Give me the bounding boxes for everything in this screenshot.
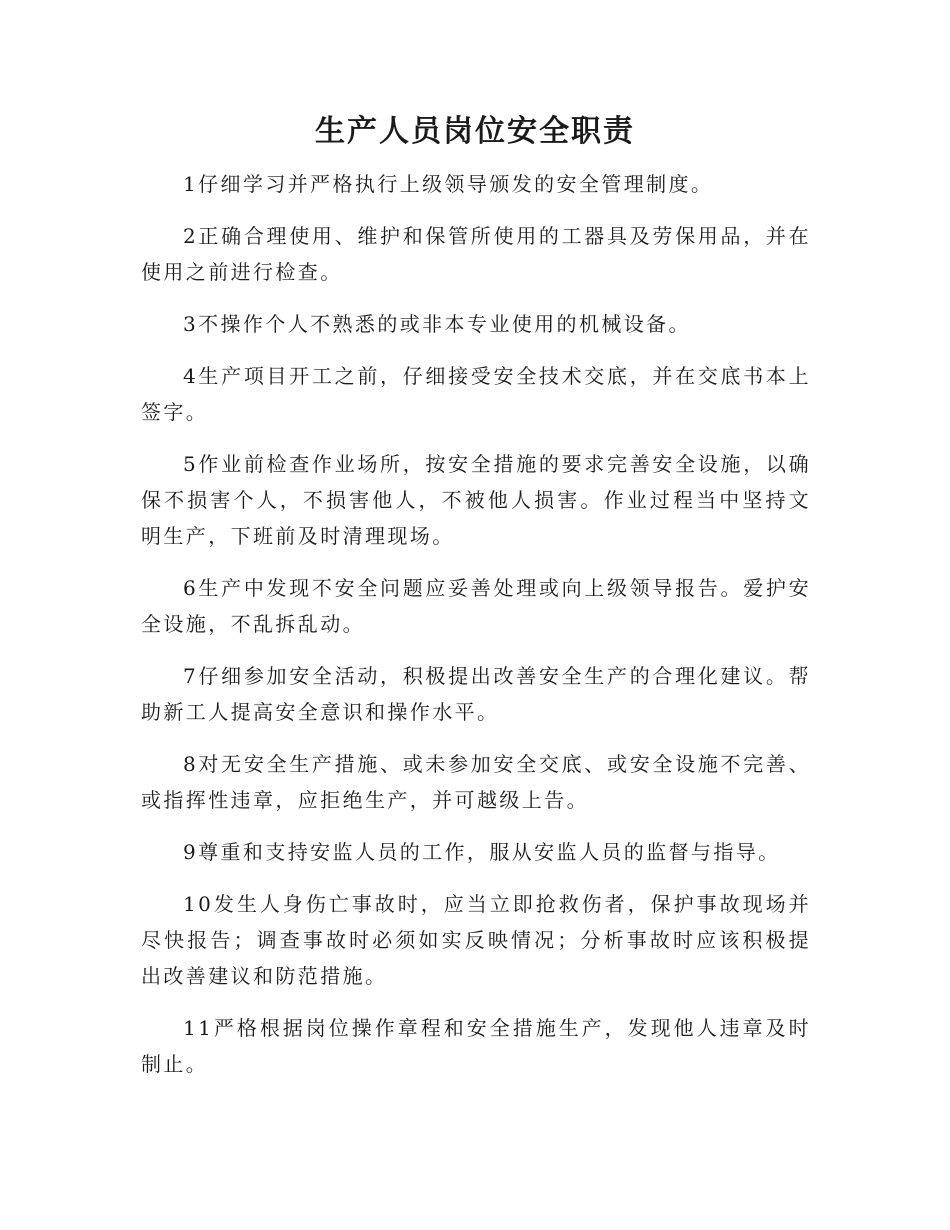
paragraph-11: 11严格根据岗位操作章程和安全措施生产，发现他人违章及时制止。 bbox=[141, 1016, 811, 1076]
paragraph-10: 10发生人身伤亡事故时，应当立即抢救伤者，保护事故现场并尽快报告；调查事故时必须如实反映情况；分析事故时应该积极提出改善建议和防范措施。 bbox=[141, 892, 811, 988]
paragraph-9: 9尊重和支持安监人员的工作，服从安监人员的监督与指导。 bbox=[183, 840, 781, 864]
paragraph-4: 4生产项目开工之前，仔细接受安全技术交底，并在交底书本上签字。 bbox=[141, 364, 811, 424]
paragraph-2: 2正确合理使用、维护和保管所使用的工器具及劳保用品，并在使用之前进行检查。 bbox=[141, 224, 811, 284]
document-body bbox=[141, 166, 811, 1098]
page-title: 生产人员岗位安全职责 bbox=[315, 114, 635, 149]
paragraph-7: 7仔细参加安全活动，积极提出改善安全生产的合理化建议。帮助新工人提高安全意识和操作水平。 bbox=[141, 664, 811, 724]
paragraph-6: 6生产中发现不安全问题应妥善处理或向上级领导报告。爱护安全设施，不乱拆乱动。 bbox=[141, 576, 811, 636]
paragraph-8: 8对无安全生产措施、或未参加安全交底、或安全设施不完善、或指挥性违章，应拒绝生产，并可越级上告。 bbox=[141, 752, 811, 812]
paragraph-5: 5作业前检查作业场所，按安全措施的要求完善安全设施，以确保不损害个人，不损害他人，不被他人损害。作业过程当中坚持文明生产，下班前及时清理现场。 bbox=[141, 452, 811, 548]
paragraph-3: 3不操作个人不熟悉的或非本专业使用的机械设备。 bbox=[183, 312, 691, 336]
paragraph-1: 1仔细学习并严格执行上级领导颁发的安全管理制度。 bbox=[183, 172, 714, 196]
